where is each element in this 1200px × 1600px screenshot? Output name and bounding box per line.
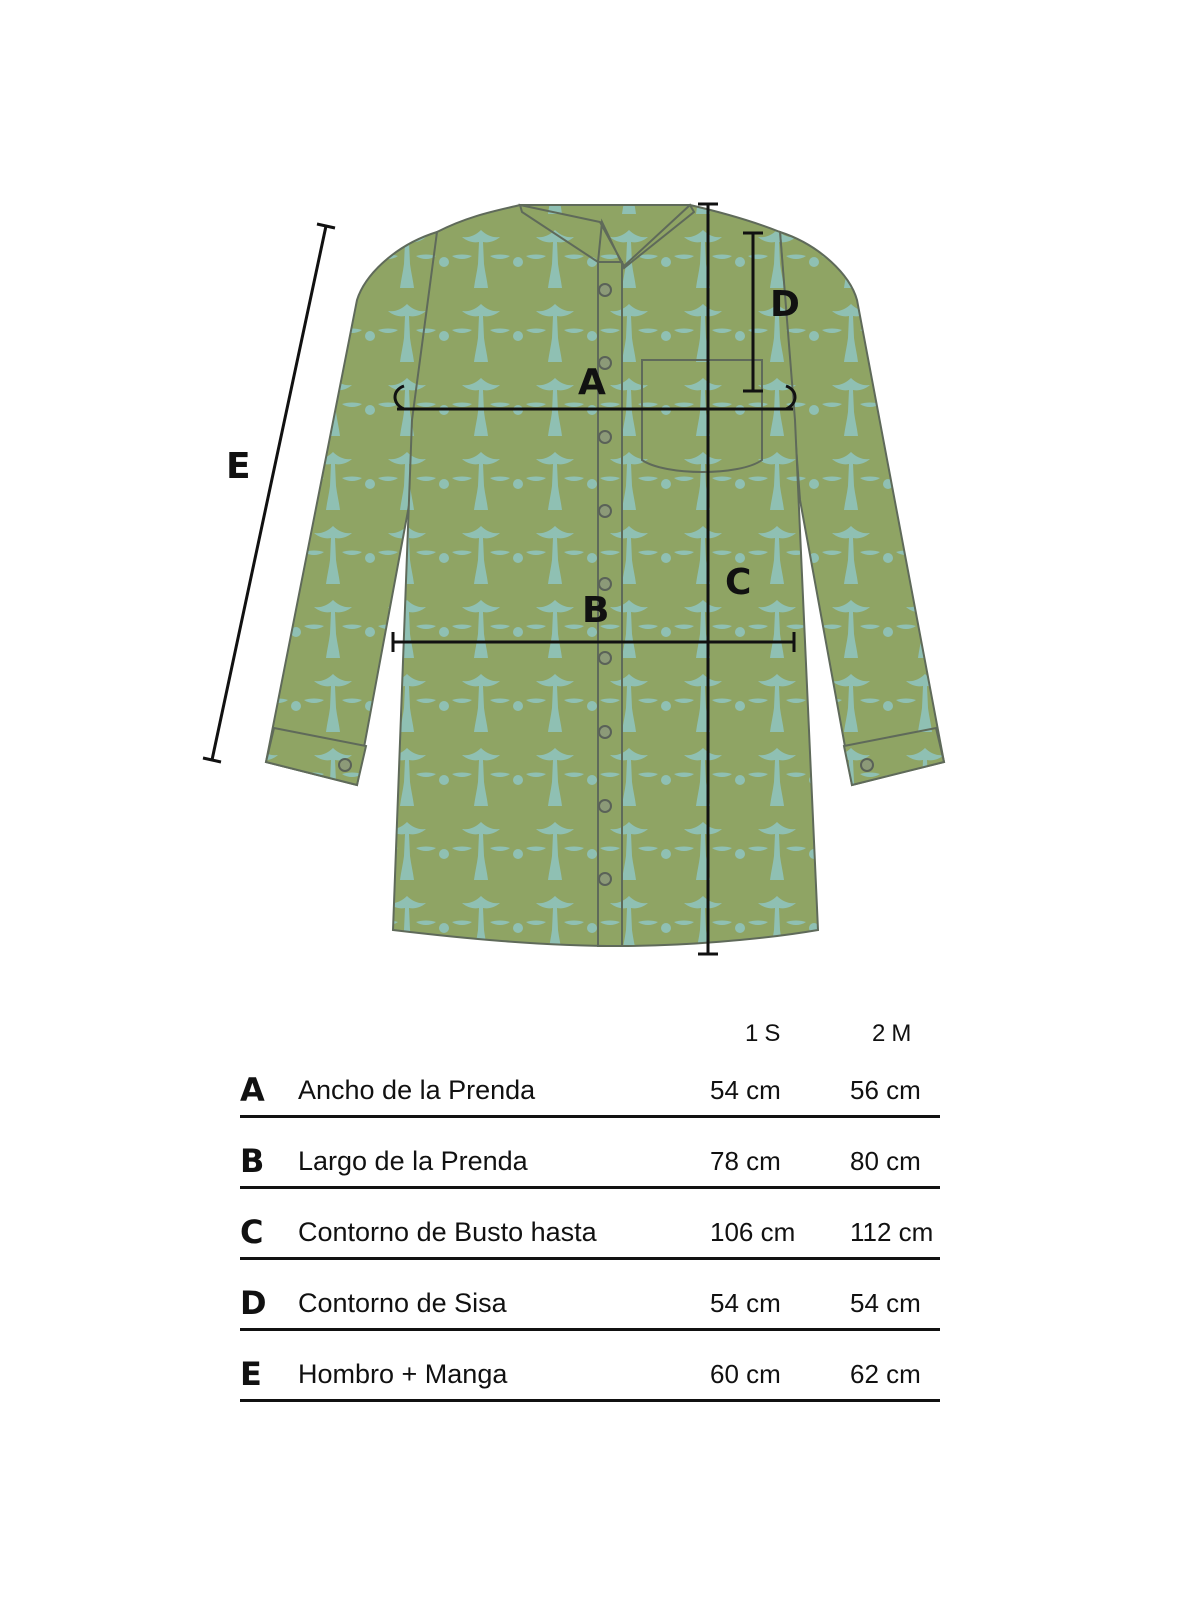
dimension-label-b: B: [582, 590, 610, 631]
row-label: Contorno de Sisa: [298, 1288, 507, 1318]
button: [861, 759, 873, 771]
row-value-s: 54 cm: [710, 1288, 781, 1318]
size-header-label: M: [891, 1020, 912, 1047]
row-value-m: 112 cm: [850, 1217, 934, 1247]
row-value-m: 80 cm: [850, 1146, 921, 1176]
row-letter: D: [240, 1284, 267, 1322]
row-value-s: 78 cm: [710, 1146, 781, 1176]
row-value-m: 54 cm: [850, 1288, 921, 1318]
row-value-s: 106 cm: [710, 1217, 796, 1247]
row-label: Ancho de la Prenda: [298, 1075, 536, 1105]
dimension-label-d: D: [770, 284, 800, 325]
row-letter: B: [240, 1142, 265, 1180]
row-value-m: 56 cm: [850, 1075, 921, 1105]
button: [599, 505, 611, 517]
button: [599, 578, 611, 590]
button: [599, 873, 611, 885]
table-row-d: [240, 1256, 940, 1331]
shirt-illustration: [266, 205, 944, 946]
button: [339, 759, 351, 771]
dimension-label-a: A: [578, 362, 606, 403]
button: [599, 800, 611, 812]
row-label: Hombro + Manga: [298, 1359, 508, 1389]
size-header-number: 2: [872, 1020, 886, 1047]
table-row-e: [240, 1327, 940, 1402]
row-value-s: 60 cm: [710, 1359, 781, 1389]
row-value-s: 54 cm: [710, 1075, 781, 1105]
size-header-number: 1: [745, 1020, 759, 1047]
size-header-label: S: [764, 1020, 781, 1047]
row-value-m: 62 cm: [850, 1359, 921, 1389]
button: [599, 431, 611, 443]
row-label: Largo de la Prenda: [298, 1146, 528, 1176]
row-letter: C: [240, 1213, 264, 1251]
table-row-a: [240, 1043, 940, 1118]
line-e-cap-bottom: [203, 758, 221, 762]
dimension-label-c: C: [725, 562, 752, 603]
dimension-label-e: E: [226, 446, 251, 487]
button: [599, 284, 611, 296]
row-letter: E: [240, 1355, 262, 1393]
row-label: Contorno de Busto hasta: [298, 1217, 597, 1247]
row-letter: A: [240, 1071, 265, 1109]
table-row-c: [240, 1185, 940, 1260]
button: [599, 726, 611, 738]
table-row-b: [240, 1114, 940, 1189]
button: [599, 652, 611, 664]
line-e-cap-top: [317, 224, 335, 228]
